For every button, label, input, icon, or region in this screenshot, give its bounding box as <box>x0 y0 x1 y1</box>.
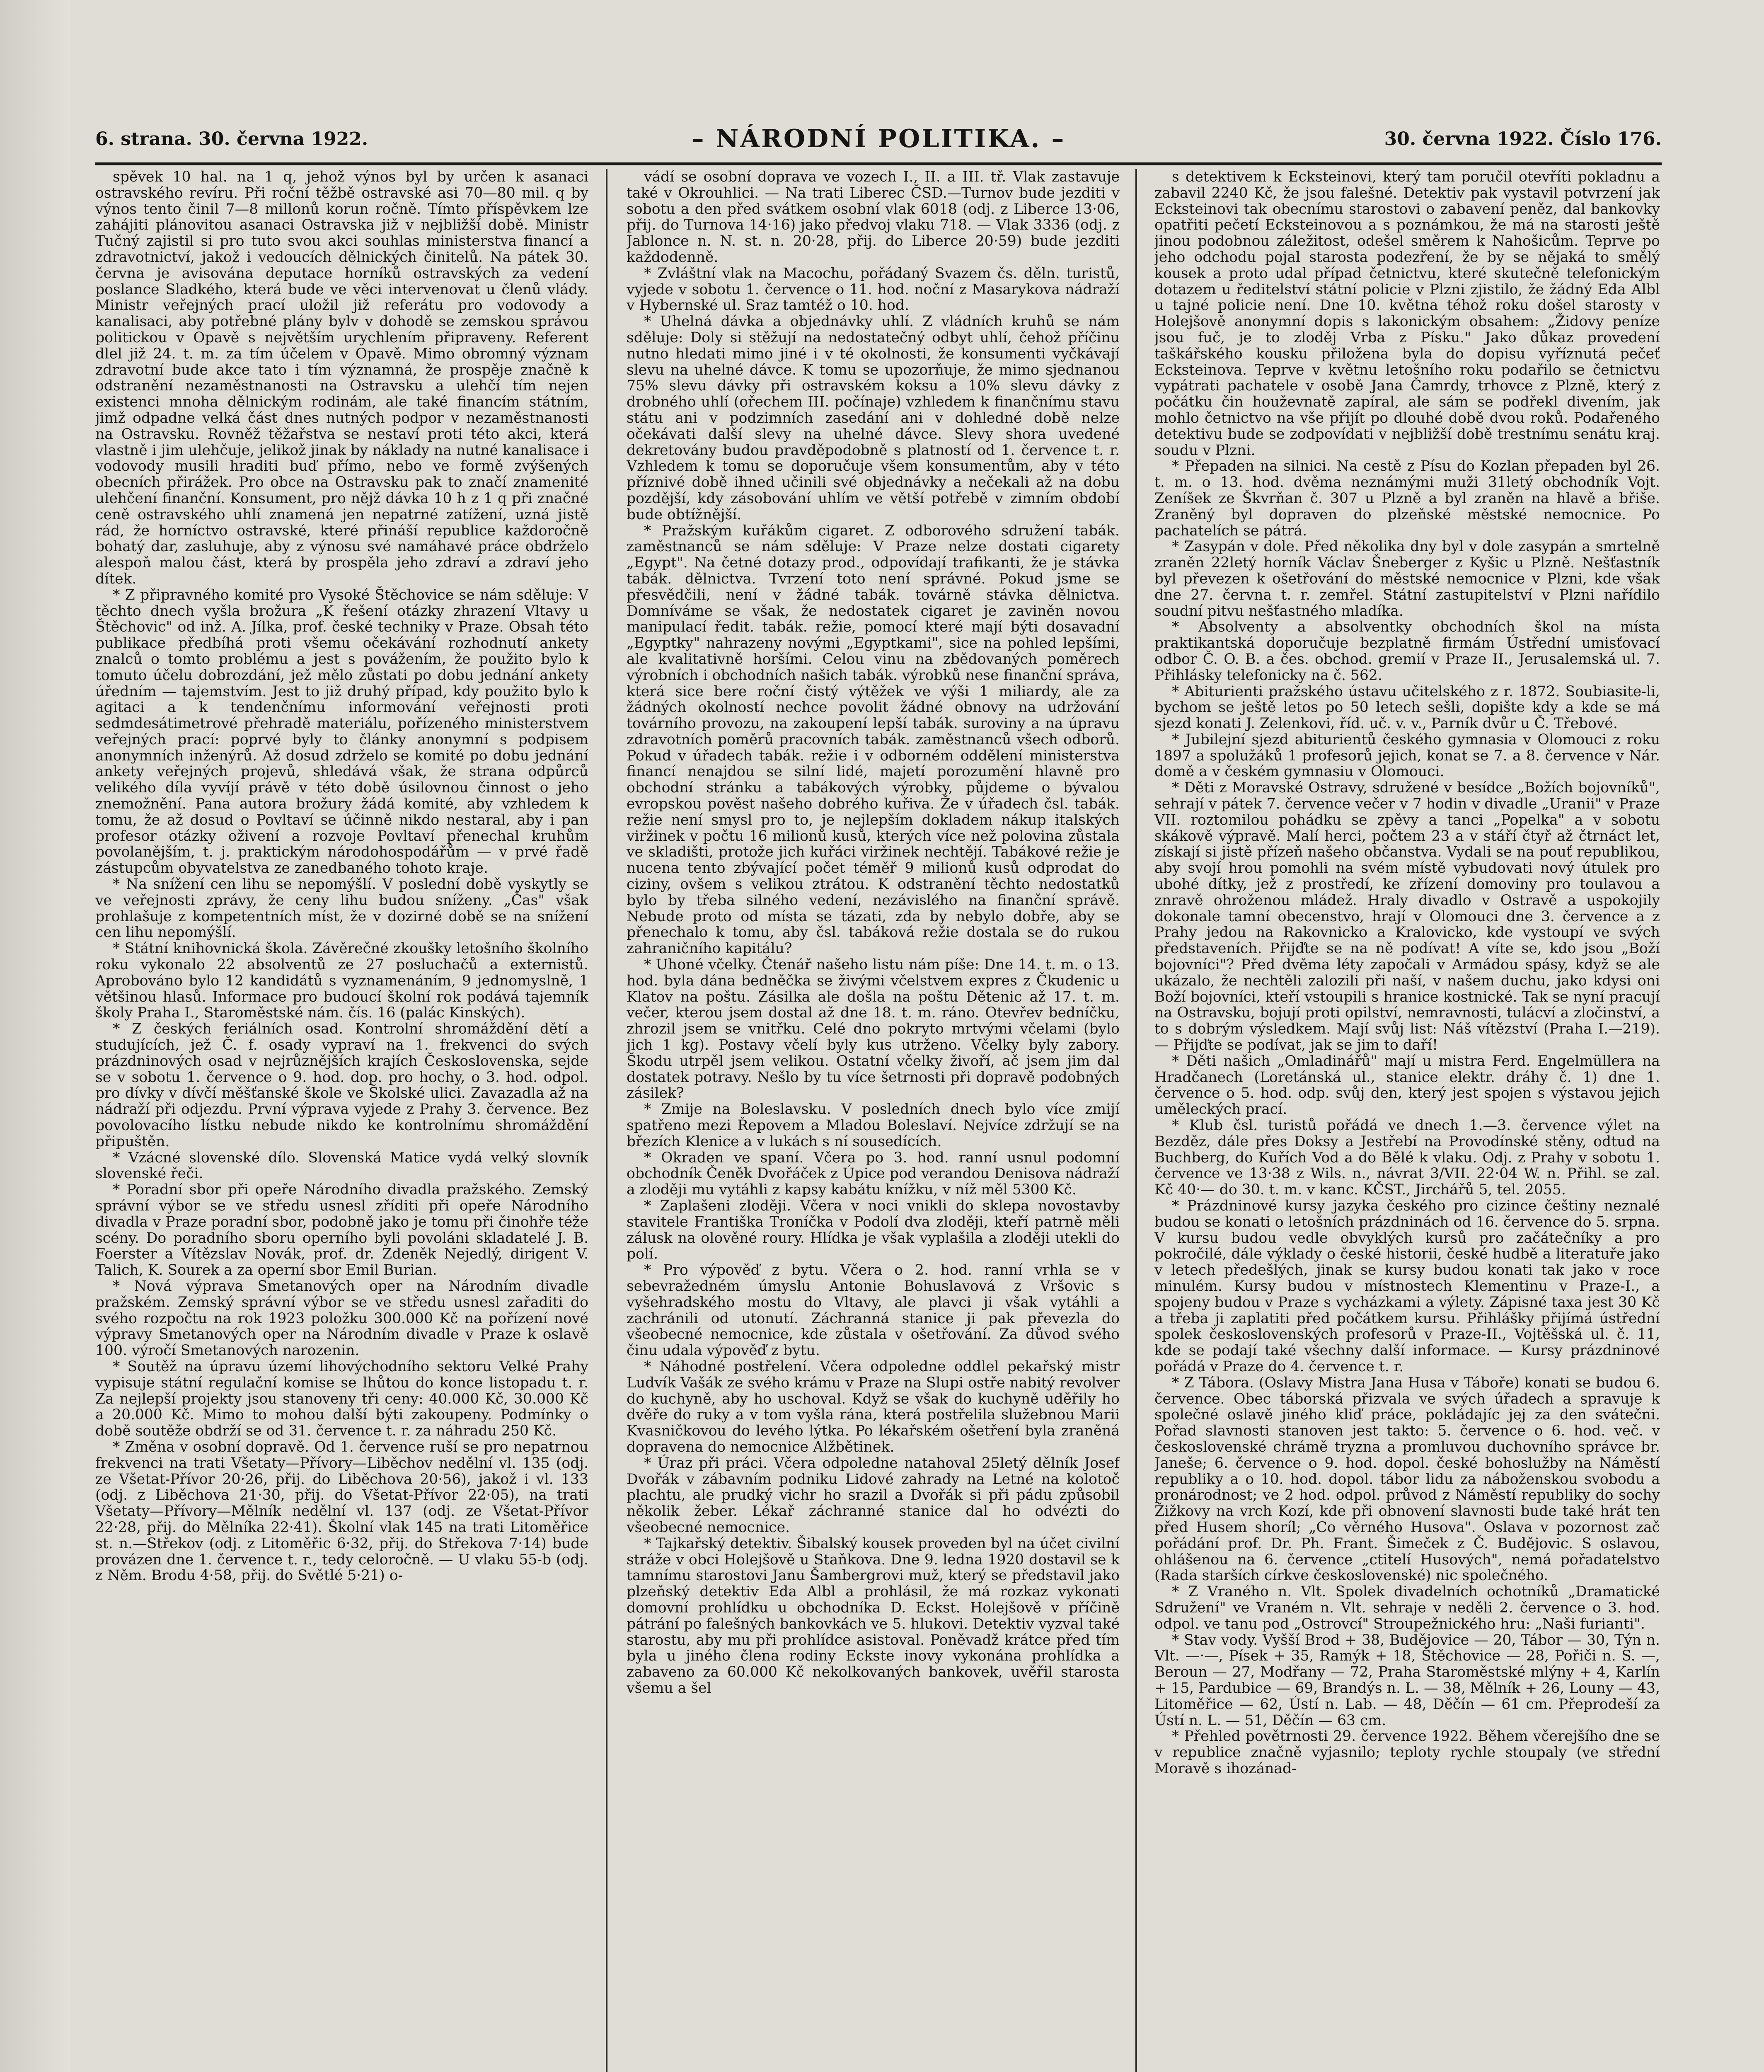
article-paragraph: * Abiturienti pražského ústavu učitelského z r. 1872. Soubiasite-li, bychom se ještě letos po 50 letech sešli, dopište kdy a kde se má sjezd konati J. Zelenkovi, říd. uč. v. v., Parník dvůr u Č. Třebové. <box>1154 683 1660 732</box>
article-paragraph: * Děti našich „Omladinářů" mají u mistra Ferd. Engelmüllera na Hradčanech (Loretánská ul., stanice elektr. dráhy č. 1) dne 1. července o 5. hod. odp. svůj den, který jest spojen s výstavou jejich uměleckých prací. <box>1154 1053 1660 1118</box>
article-paragraph: * Klub čsl. turistů pořádá ve dnech 1.—3. července výlet na Bezděz, dále přes Doksy a Jestřebí na Provodínské stěny, odtud na Buchberg, do Kuřích Vod a do Bělé k vlaku. Odj. z Prahy v sobotu 1. července ve 13·38 z Wils. n., návrat 3/VII. 22·04 W. n. Přihl. se zal. Kč 40·— do 30. t. m. v kanc. KČST., Jirchářů 5, tel. 2055. <box>1154 1117 1660 1198</box>
article-paragraph: * Absolventy a absolventky obchodních škol na místa praktikantská doporučuje bezplatně firmám Ústřední umisťovací odbor Č. O. B. a čes. obchod. gremií v Praze II., Jerusalemská ul. 7. Přihlásky telefonicky na č. 562. <box>1154 619 1660 684</box>
article-paragraph: * Tajkařský detektiv. Šibalský kousek proveden byl na účet civilní stráže v obci Holejšově u Staňkova. Dne 9. ledna 1920 dostavil se k tamnímu starostovi Janu Šambergrovi muž, který se představil jako plzeňský detektiv Eda Albl a prohlásil, že má rozkaz vykonati domovní prohlídku u obchodníka D. Eckst. Holejšově v příčině pátrání po falešných bankovkách ve 5. hlukovi. Detektiv vyzval také starostu, aby mu při prohlídce asistoval. Poněvadž krátce před tím byla u jiného člena rodiny Eckste inovy vykonána prohlídka a zabaveno za 60.000 Kč nekolkovaných bankovek, uvěřil starosta všemu a šel <box>627 1535 1120 1697</box>
column-3 <box>1154 169 1660 2072</box>
article-paragraph: * Okraden ve spaní. Včera po 3. hod. ranní usnul podomní obchodník Čeněk Dvořáček z Úpice pod verandou Denisova nádraží a zloději mu vytáhli z kapsy kabátu knížku, v níž měl 5300 Kč. <box>627 1149 1120 1198</box>
article-paragraph: * Zaplašeni zloději. Včera v noci vnikli do sklepa novostavby stavitele Františka Troníčka v Podolí dva zloději, kteří patrně měli zálusk na olověné roury. Hlídka je však vyplašila a zloději utekli do polí. <box>627 1198 1120 1263</box>
article-paragraph: * Soutěž na úpravu území lihovýchodního sektoru Velké Prahy vypisuje státní regulační komise se lhůtou do konce listopadu t. r. Za nejlepší projekty jsou stanoveny tři ceny: 40.000 Kč, 30.000 Kč a 20.000 Kč. Mimo to mohou další býti zakoupeny. Podmínky o době soutěže obdrží se od 31. července t. r. za náhradu 250 Kč. <box>95 1358 588 1440</box>
article-paragraph: * Státní knihovnická škola. Závěrečné zkoušky letošního školního roku vykonalo 22 absolventů ze 27 posluchačů a externistů. Aprobováno bylo 12 kandidátů s vyznamenáním, 9 jednomyslně, 1 většinou hlasů. Informace pro budoucí školní rok podává tajemník školy Praha I., Staroměstské nám. čís. 16 (palác Kinských). <box>95 940 588 1021</box>
article-paragraph: s detektivem k Ecksteinovi, který tam poručil otevříti pokladnu a zabavil 2240 Kč, že jsou falešné. Detektiv pak vystavil potvrzení jak Ecksteinovi tak obecnímu starostovi o zabavení peněz, dal bankovky opatřiti pečetí Ecksteinovou a s poznámkou, že má na starosti ještě jinou podobnou záležitost, odešel směrem k Nahošicům. Teprve po jeho odchodu pojal starosta podezření, že by se nějaká to smělý kousek a proto udal případ četnictvu, které skutečně telefonickým dotazem u ředitelství státní policie v Plzni zjistilo, že žádný Eda Albl u tajné policie není. Dne 10. května téhož roku došel starosty v Holejšově anonymní dopis s lakonickým obsahem: „Židovy peníze jsou fuč, je to zloděj Vrba z Písku." Jako důkaz provedení taškářského kousku přiložena byla do dopisu vyříznutá pečeť Ecksteinova. Teprve v květnu letošního roku podařilo se četnictvu vypátrati pachatele v osobě Jana Čamrdy, trhovce z Plzně, který z počátku čin houževnatě zapíral, ale sám se podřekl divením, jak mohlo četnictvo na vše přijít po dlouhé době dvou roků. Podařeného detektivu bude se zodpovídati v nejbližší době trestnímu senátu kraj. soudu v Plzni. <box>1154 169 1660 459</box>
article-paragraph: * Z připravného komité pro Vysoké Štěchovice se nám sděluje: V těchto dnech vyšla brožura „K řešení otázky zhrazení Vltavy u Štěchovic" od inž. A. Jílka, prof. české techniky v Praze. Obsah této publikace předbíhá proti všemu očekávání rozhodnutí ankety znalců o tomto problému a jest s povážením, že použito bylo k tomuto účelu dobrozdání, jež mělo zůstati po dobu jednání ankety úředním — tajemstvím. Jest to již druhý případ, kdy použito bylo k agitaci a k tendenčnímu informování veřejnosti proti sedmdesátimetrové přehradě materiálu, pořízeného ministerstvem veřejných prací: poprvé byly to články anonymní s podpisem anonymních inženýrů. Až dosud zdrželo se komité po dobu jednání ankety veřejných projevů, shledává však, že strana odpůrců velikého díla vyvíjí právě v této době úsilovnou činnost o jeho znemožnění. Pana autora brožury žádá komité, aby vzhledem k tomu, že až dosud o Povltaví se účinně nikdo nestaral, aby i pan profesor otázky oživení a rozvoje Povltaví přenechal kruhům povolanějším, t. j. praktickým národohospodářům — v prvé řadě zástupcům obyvatelstva ze zanedbaného tohoto kraje. <box>95 586 588 877</box>
article-paragraph: * Z Vraného n. Vlt. Spolek divadelních ochotníků „Dramatické Sdružení" ve Vraném n. Vlt. sehraje v neděli 2. července o 3. hod. odpol. ve tanu pod „Ostrovcí" Stroupežnického hru: „Naši furianti". <box>1154 1583 1660 1632</box>
article-paragraph: * Zvláštní vlak na Macochu, pořádaný Svazem čs. děln. turistů, vyjede v sobotu 1. července o 11. hod. noční z Masarykova nádraží v Hybernské ul. Sraz tamtéž o 10. hod. <box>627 265 1120 314</box>
article-paragraph: * Přehled povětrnosti 29. července 1922. Během včerejšího dne se v republice značně vyjasnilo; teploty rychle stoupaly (ve střední Moravě s ihozánad- <box>1154 1728 1660 1777</box>
article-paragraph: * Z Tábora. (Oslavy Mistra Jana Husa v Táboře) konati se budou 6. července. Obec táborská přizvala ve svých úřadech a spravuje k společné oslavě jiného kliď práce, pokládajíc jej za den svátečni. Pořad slavnosti stanoven jest takto: 5. července o 6. hod. več. v československé chrámě tryzna a promluvou duchovního správce br. Janeše; 6. července o 9. hod. dopol. české bohoslužby na Náměstí republiky a o 10. hod. dopol. tábor lidu za náboženskou svobodu a pronárodnost; ve 2 hod. odpol. průvod z Náměstí republiky do sochy Žižkovy na vrch Kozí, kde při obnovení slavnosti bude také hrát ten před Husem shoríl; „Co věrného Husova". Oslava v pozornost zač pořádání prof. Dr. Ph. Frant. Šimeček z Č. Budějovic. S oslavou, ohlášenou na 6. července „ctitelí Husových", nemá pořadatelstvo (Rada starších církve československé) nic společného. <box>1154 1374 1660 1584</box>
header-left: 6. strana. 30. června 1922. <box>95 128 368 150</box>
article-paragraph: * Prázdninové kursy jazyka českého pro cizince češtiny neznalé budou se konati o letošních prázdninách od 16. července do 5. srpna. V kursu budou vedle obvyklých kursů pro začátečníky a pro pokročilé, dále výklady o české historii, české hudbě a literatuře jako v letech předešlých, jinak se kursy budou konati tak jako v roce minulém. Kursy budou v místnostech Klementinu v Praze-I., a spojeny budou v Praze s vycházkami a výlety. Zápisné taxa jest 30 Kč a třeba ji zaplatiti před počátkem kursu. Přihlášky přijímá ústřední spolek československých profesorů v Praze-II., Vojtěšská ul. č. 11, kde se podají také všechny další informace. — Kursy prázdninové pořádá v Praze do 4. července t. r. <box>1154 1198 1660 1375</box>
article-paragraph: * Vzácné slovenské dílo. Slovenská Matice vydá velký slovník slovenské řeči. <box>95 1149 588 1182</box>
article-paragraph: * Na snížení cen lihu se nepomýšlí. V poslední době vyskytly se ve veřejnosti zprávy, že ceny lihu budou sníženy. „Čas" však prohlašuje z kompetentních míst, že v dozirné době se na snížení cen lihu nepomýšlí. <box>95 876 588 941</box>
article-paragraph: * Uhoné včelky. Čtenář našeho listu nám píše: Dne 14. t. m. o 13. hod. byla dána bedněčka se živými včelstvem expres z Čkudenic u Klatov na poštu. Zásilka ale došla na poštu Dětenic až 17. t. m. večer, kterou jsem dostal až dne 18. t. m. ráno. Otevřev bedníčku, zhrozil jsem se vnitřku. Celé dno pokryto mrtvými včelami (bylo jich 1 kg). Postavy včelí byly kus utrženo. Včelky byly zabory. Škodu utrpěl jsem velikou. Ostatní včelky živoří, ač jsem jim dal dostatek potravy. Nešlo by tu více šetrnosti při dopravě podobných zásilek? <box>627 956 1120 1102</box>
article-paragraph: * Pro výpověď z bytu. Včera o 2. hod. ranní vrhla se v sebevražedném úmyslu Antonie Bohuslavová z Vršovic s vyšehradského mostu do Vltavy, ale plavci ji však vytáhli a zachránili od utonutí. Záchranná stanice ji pak převezla do všeobecné nemocnice, kde zůstala v ošetřování. Za důvod svého činu udala výpověď z bytu. <box>627 1262 1120 1359</box>
article-paragraph: * Přepaden na silnici. Na cestě z Písu do Kozlan přepaden byl 26. t. m. o 13. hod. dvěma neznámými muži 31letý obchodník Vojt. Zeníšek ze Škvrňan č. 307 u Plzně a byl zraněn na hlavě a břiše. Zraněný byl dopraven do plzeňské městské nemocnice. Po pachatelích se pátrá. <box>1154 458 1660 539</box>
column-divider <box>606 169 607 2072</box>
column-divider <box>1135 169 1137 2072</box>
article-paragraph: * Změna v osobní dopravě. Od 1. července ruší se pro nepatrnou frekvenci na trati Všetaty—Přívory—Liběchov nedělní vl. 135 (odj. ze Všetat-Přívor 20·26, přij. do Liběchova 20·56), jakož i vl. 133 (odj. z Liběchova 21·30, přij. do Všetat-Přívor 22·05), na trati Všetaty—Přívory—Mělník nedělní vl. 137 (odj. ze Všetat-Přívor 22·28, přij. do Mělníka 22·41). Školní vlak 145 na trati Litoměřice st. n.—Střekov (odj. z Litoměřic 6·32, přij. do Střekova 7·14) bude provázen dne 1. července t. r., tedy celoročně. — U vlaku 55-b (odj. z Něm. Brodu 4·58, přij. do Světlé 5·21) o- <box>95 1438 588 1584</box>
article-paragraph: * Zasypán v dole. Před několika dny byl v dole zasypán a smrtelně zraněn 22letý horník Václav Šneberger z Kyšic u Plzně. Nešťastník byl převezen k ošetřování do městské nemocnice v Plzni, kde však dne 27. června t. r. zemřel. Státní zastupitelství v Plzni nařídilo soudní pitvu nešťastného mladíka. <box>1154 538 1660 620</box>
article-paragraph: * Uhelná dávka a objednávky uhlí. Z vládních kruhů se nám sděluje: Doly si stěžují na nedostatečný odbyt uhlí, čehož příčinu nutno hledati mimo jiné i v té okolnosti, že konsumenti vyčkávají slevu na uhelné dávce. K tomu se upozorňuje, že mimo sjednanou 75% slevu dávky při ostravském koksu a 10% slevu dávky z drobného uhlí (ořechem III. počínaje) vzhledem k finančnímu stavu státu ani v podzimních zasedání ani v dohledné době nelze očekávati další slevy na uhelné dávce. Slevy shora uvedené dekretovány budou pravděpodobně s platností od 1. července t. r. Vzhledem k tomu se doporučuje všem konsumentům, aby v této příznivé době ihned učinili své objednávky a nečekali až na dobu pozdější, kdy zásobování uhlím ve větší potřebě v zimním období bude obtížnější. <box>627 313 1120 523</box>
article-paragraph: * Jubilejní sjezd abiturientů českého gymnasia v Olomouci z roku 1897 a spolužáků 1 profesorů jejich, konat se 7. a 8. července v Nár. domě a v českém gymnasiu v Olomouci. <box>1154 731 1660 780</box>
article-paragraph: * Nová výprava Smetanových oper na Národním divadle pražském. Zemský správní výbor se ve středu usnesl zařaditi do svého rozpočtu na rok 1923 položku 300.000 Kč na pořízení nové výpravy Smetanových oper na Národním divadle v Praze k oslavě 100. výročí Smetanových narozenin. <box>95 1278 588 1359</box>
article-paragraph: * Úraz při práci. Včera odpoledne natahoval 25letý dělník Josef Dvořák v zábavním podniku Lidové zahrady na Letné na kolotoč plachtu, ale prudký vichr ho srazil a Dvořák si při pádu způsobil několik žeber. Lékař záchranné stanice dal ho odvézti do všeobecné nemocnice. <box>627 1455 1120 1536</box>
article-paragraph: * Zmije na Boleslavsku. V posledních dnech bylo více zmijí spatřeno mezi Řepovem a Mladou Boleslaví. Nejvíce zdržují se na březích Klenice a v lukách s ní sousedících. <box>627 1101 1120 1150</box>
masthead: – NÁRODNÍ POLITIKA. – <box>691 124 1066 153</box>
scan-edge <box>0 0 70 2072</box>
page-header <box>95 124 1662 161</box>
article-paragraph: spěvek 10 hal. na 1 q, jehož výnos byl by určen k asanaci ostravského revíru. Při roční těžbě ostravské asi 70—80 mil. q by výnos tento činil 7—8 millonů korun ročně. Tímto příspěvkem lze zahájiti plánovitou asanaci Ostravska již v nejbližší době. Ministr Tučný zajistil si pro tuto svou akci souhlas ministerstva financí a zdravotnictví, jakož i vedoucích dělnických činitelů. Na pátek 30. června je avisována deputace horníků ostravských za vedení poslance Sladkého, která bude ve věci intervenovat u členů vlády. Ministr veřejných prací uložil již referátu pro vodovody a kanalisaci, aby potřebné plány bylv v dohodě se zemskou správou politickou v Opavě s největším urychlením připraveny. Referent dlel již 24. t. m. za tím účelem v Opavě. Mimo obromný význam zdravotní bude akce tato i tím významná, že prospěje značně k odstranění nezaměstnanosti na Ostravsku a ulehčí tím nejen existenci mnoha dělnickým rodinám, ale také financím státním, jimž odpadne velká část dnes nutných podpor v nezaměstnanosti na Ostravsku. Rovněž těžařstva se nestaví proti této akci, která vlastně i jim ulehčuje, jelikož jinak by náklady na nutné kanalisace i vodovody musili hraditi buď přímo, nebo ve formě zvýšených obecních přirážek. Pro obce na Ostravsku pak to značí znamenité ulehčení finanční. Konsument, pro nějž dávka 10 h z 1 q při značné ceně ostravského uhlí znamená jen nepatrné zatížení, uzná jistě rád, že horníctvo ostravské, které přináší republice každoročně bohatý dar, zasluhuje, aby z výnosu své namáhavé práce obdrželo alespoň malou část, která by prospěla jeho zdraví a zdraví jeho dítek. <box>95 169 588 587</box>
article-paragraph: * Náhodné postřelení. Včera odpoledne oddlel pekařský mistr Ludvík Vašák ze svého krámu v Praze na Slupi ostře nabitý revolver do kuchyně, aby ho uschoval. Když se však do kuchyně uděřily ho dvěře do ruky a v tom vyšla rána, která postřelila služebnou Marii Kvasničkovou do levého lýtka. Po lékařském ošetření byla zraněná dopravena do nemocnice Alžbětinek. <box>627 1358 1120 1455</box>
header-right: 30. června 1922. Číslo 176. <box>1384 128 1662 150</box>
article-paragraph: * Poradní sbor při opeře Národního divadla pražského. Zemský správní výbor se ve středu usnesl zříditi při opeře Národního divadla v Praze poradní sbor, podobně jako je tomu při činohře téže scény. Do poradního sboru operního byli povoláni skladatelé J. B. Foerster a Vítězslav Novák, prof. dr. Zdeněk Nejedlý, dirigent V. Talich, K. Sourek a za operní sbor Emil Burian. <box>95 1181 588 1279</box>
article-paragraph: vádí se osobní doprava ve vozech I., II. a III. tř. Vlak zastavuje také v Okrouhlici. — Na trati Liberec ČSD.—Turnov bude jezditi v sobotu a den před svátkem osobní vlak 6018 (odj. z Liberce 13·06, přij. do Turnova 14·16) jako předvoj vlaku 718. — Vlak 3336 (odj. z Jablonce n. N. st. n. 20·28, přij. do Liberce 20·59) bude jezditi každodenně. <box>627 169 1120 266</box>
article-paragraph: * Z českých feriálních osad. Kontrolní shromáždění dětí a studujících, jež Č. f. osady vypraví na 1. frekvenci do svých prázdninových osad v nejrůznějších krajích Československa, sejde se v sobotu 1. července o 9. hod. dop. pro hochy, o 3. hod. odpol. pro dívky v dívčí měšťanské škole ve Školské ulici. Zavazadla až na nádraží při odjezdu. První výprava vyjede z Prahy 3. července. Bez povolovacího lístku nebude nikdo ke kontrolnímu shromáždění připuštěn. <box>95 1021 588 1150</box>
article-paragraph: * Děti z Moravské Ostravy, sdružené v besídce „Božích bojovníků", sehrají v pátek 7. července večer v 7 hodin v divadle „Uranii" v Praze VII. roztomilou pohádku se zpěvy a tanci „Popelka" a v sobotu skákově výpravě. Malí herci, počtem 23 a v stáří čtyř až čtrnáct let, získají si jistě přízeň našeho občanstva. Vydali se na pouť republikou, aby svojí hrou pomohli na svém místě vybudovati nový útulek pro ubohé dítky, jež z prostředí, ke zřízení domoviny pro toulavou a znravě ohroženou mládež. Hraly divadlo v Ostravě a uspokojily dokonale tamní obecenstvo, hrají v Olomouci dne 3. července a z Prahy jedou na Rakovnicko a Kralovicko, kde vystoupí ve svých představeních. Přijďte se na ně podívat! A víte se, kdo jsou „Boží bojovníci"? Před dvěma léty započali v Armádou spásy, když se ale ukázalo, že nechtěli zalozili při naší, v našem duchu, jako kdysi oni Boží bojovníci, kteří vstoupili s hranice kostnické. Tak se nyní pracují na Ostravsku, bojují proti opilství, nemravnosti, tulácví a zločinství, a to s dobrým výsledkem. Mají svůj list: Náš vítězství (Praha I.—219). — Přijďte se podívat, jak se jim to daří! <box>1154 779 1660 1054</box>
column-2 <box>627 169 1120 2072</box>
article-paragraph: * Stav vody. Vyšší Brod + 38, Budějovice — 20, Tábor — 30, Týn n. Vlt. —·—, Písek + 35, Ramýk + 18, Štěchovice — 28, Pořiči n. S. —, Beroun — 27, Modřany — 72, Praha Staroměstské mlýny + 4, Karlín + 15, Pardubice — 69, Brandýs n. L. — 38, Mělník + 26, Louny — 43, Litoměřice — 62, Ústí n. Lab. — 48, Děčín — 61 cm. Přeprodeší za Ústí n. L. — 51, Děčín — 63 cm. <box>1154 1631 1660 1729</box>
column-1 <box>95 169 588 2072</box>
header-rule <box>95 162 1662 165</box>
article-paragraph: * Pražským kuřákům cigaret. Z odborového sdružení tabák. zaměstnanců se nám sděluje: V Praze nelze dostati cigarety „Egypt". Na četné dotazy prod., odpovídají trafikanti, že je stávka tabák. dělnictva. Tvrzení toto není správné. Pokud jsme se přesvědčili, není v žádné tabák. továrně stávka dělnictva. Domníváme se však, že nedostatek cigaret je zaviněn novou manipulací ředit. tabák. režie, pomocí které mají býti dosavadní „Egyptky" nahrazeny novými „Egyptkami", sice na pohled lepšími, ale kvalitativně horšími. Celou vinu na zbědovaných poměrech výrobních i obchodních našich tabák. výrobků nese finanční správa, která sice bere roční čistý výtěžek ve výši 1 miliardy, ale za žádných okolností nechce povolit žádné obnovy na udržování továrního provozu, na zakoupení lepší tabák. suroviny a na úpravu zdravotních poměrů pracovních tabák. zaměstnanců všech odborů. Pokud v úřadech tabák. režie i v odborném oddělení ministerstva financí nenajdou se silní lidé, majetí porozumění hlavně pro obchodní stránku a tabákových výrobky, půjdeme o bývalou evropskou pověst našeho dobrého kuřiva. Že v úřadech čsl. tabák. režie není smysl pro to, je nejlepším dokladem nákup italských viržinek v počtu 16 milionů kusů, kterých více než polovina zůstala ve skladišti, protože jich kuřáci viržinek nechtějí. Tabákové režie je nucena tento zbývající počet téměř 9 milionů kusů odprodat do ciziny, ovšem s velikou ztrátou. K odstranění těchto nedostatků bylo by třeba silného vedení, nezávislého na finanční správě. Nebude proto od místa se tázati, zda by nebylo dobře, aby se přenechalo k tomu, aby čsl. tabáková režie dostala se do rukou zahraničního kapitálu? <box>627 522 1120 957</box>
